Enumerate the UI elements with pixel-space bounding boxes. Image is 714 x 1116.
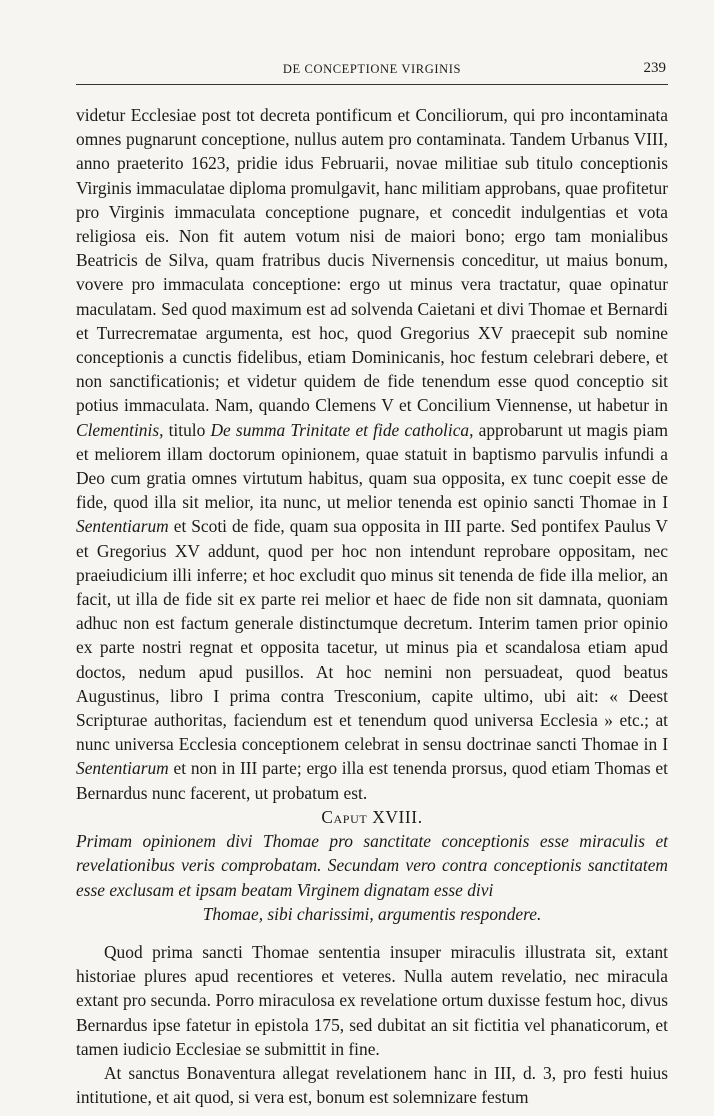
- text-run: videtur Ecclesiae post tot decreta pontificum et Conciliorum, qui pro incontaminata omnes pugnarunt conceptione, nullus autem pro contaminata. Tandem Urbanus VIII, anno praeterito 1623, pridie idus Februarii, novae militiae sub titulo conceptionis Virginis immaculatae diploma promulgavit, hanc militiam approbans, quae profitetur pro Virginis immaculata conceptione pugnare, et concedit indulgentias et vota religiosa eis. Non fit autem votum nisi de maiori bono; ergo tam monialibus Beatricis de Silva, quam fratribus ducis Nivernensis conceditur, ut maius bonum, vovere pro immaculata conceptione: ergo ut minus vera tractatur, quae opinatur maculatam. Sed quod maximum est ad solvenda Caietani et divi Thomae et Bernardi et Turrecrematae argumenta, est hoc, quod Gregorius XV praecepit sub nomine conceptionis a cunctis fidelibus, etiam Dominicanis, hoc festum celebrari debere, et non sanctificationis; et videtur quidem de fide tenendum esse quod conceptio sit potius immaculata. Nam, quando Clemens V et Concilium Viennense, ut habetur in: [76, 105, 668, 416]
- text-run: approbarunt ut magis piam et meliorem illam doctorum opinionem, quae statuit in baptismo parvulis infundi a Deo cum gratia omnes virtutum habitus, quam sua opposita, ex tunc coepit esse de fide, quod illa sit melior, ita nunc, ut melior tenenda est opinio sancti Thomae in I: [76, 419, 668, 513]
- text-run: et Scoti de fide, quam sua opposita in III parte. Sed pontifex Paulus V et Gregorius XV addunt, quod per hoc non intendunt reprobare oppositam, nec praeiudicium illi inferre; et hoc excludit quo minus sit tenenda de fide illa melior, an facit, ut illa de fide sit ex parte rei melior et haec de fide non sit damnata, quoniam adhuc non est factum generale distinctumque decretum. Interim tamen prior opinio ex parte nostri regnat et opposita tacetur, ut minus pia et scandalosa etiam apud doctos, nedum apud pusillos. At hoc nemini non persuadeat, quod beatus Augustinus, libro I prima contra Tresconium, capite ultimo, ubi ait: « Deest Scripturae authoritas, faciendum est et tenendum quod universa Ecclesia » etc.; at nunc universa Ecclesia conceptionem celebrat in sensu doctrinae sancti Thomae in I: [76, 516, 668, 755]
- italic-text: De summa Trinitate et fide catholica,: [210, 419, 474, 440]
- chapter-summary-main: Primam opinionem divi Thomae pro sanctitate conceptionis esse miraculis et revelationibus veris comprobatam. Secundam vero contra conceptionis sanctitatem esse exclusam et ipsam beatam Virginem dignatam esse divi: [76, 831, 668, 900]
- running-head: DE CONCEPTIONE VIRGINIS: [282, 62, 462, 76]
- page-number: 239: [643, 60, 666, 76]
- italic-text: Sententiarum: [76, 758, 169, 779]
- paragraph: [76, 103, 668, 805]
- paragraph: [76, 940, 668, 1061]
- text-run: At sanctus Bonaventura allegat revelationem hanc in III, d. 3, pro festi huius intitutione, et ait quod, si vera est, bonum est solemnizare festum: [76, 1062, 668, 1108]
- page-header: [76, 60, 668, 85]
- text-run: titulo: [163, 419, 211, 440]
- body-text: [76, 103, 668, 1109]
- italic-text: Clementinis,: [76, 419, 164, 440]
- chapter-summary: [76, 829, 668, 926]
- chapter-summary-last: Thomae, sibi charissimi, argumentis respondere.: [202, 903, 542, 924]
- italic-text: Sententiarum: [76, 516, 169, 537]
- text-run: Quod prima sancti Thomae sententia insuper miraculis illustrata sit, extant historiae plures apud recentiores et veteres. Nulla autem revelatio, nec miracula extant pro secunda. Porro miraculosa ex revelatione ortum duxisse festum hoc, divus Bernardus ipse fatetur in epistola 175, sed dubitat an sit fictitia vel phanaticorum, et tamen iudicio Ecclesiae se submittit in fine.: [76, 941, 668, 1059]
- chapter-title: Caput XVIII.: [321, 806, 423, 827]
- text-run: et non in III parte; ergo illa est tenenda prorsus, quod etiam Thomas et Bernardus nunc facerent, ut probatum est.: [76, 758, 668, 803]
- paragraph: [76, 1061, 668, 1109]
